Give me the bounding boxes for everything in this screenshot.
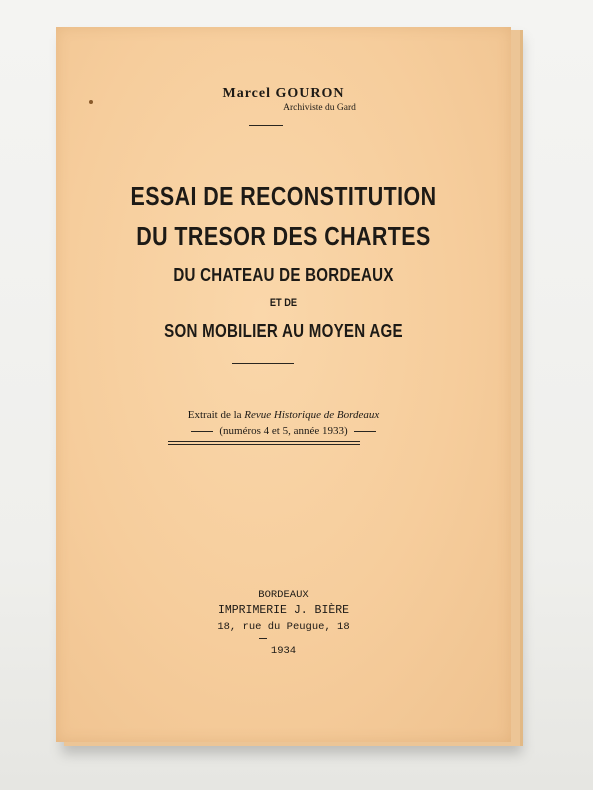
year-divider [259, 638, 267, 639]
journal-name: Revue Historique de Bordeaux [244, 409, 380, 421]
double-rule-top [168, 441, 360, 442]
title-line-3: DU CHATEAU DE BORDEAUX [173, 265, 394, 285]
issue-info: (numéros 4 et 5, année 1933) [219, 425, 348, 437]
extract-note [56, 409, 511, 421]
extract-prefix: Extrait de la [187, 409, 245, 421]
title-line-1: ESSAI DE RECONSTITUTION [130, 183, 437, 211]
right-dash [354, 431, 376, 432]
booklet-cover [56, 27, 511, 742]
issue-info-line [56, 425, 511, 437]
title-divider [232, 363, 294, 364]
printer-name: IMPRIMERIE J. BIÈRE [217, 604, 350, 617]
title-line-2: DU TRESOR DES CHARTES [136, 223, 431, 251]
author-divider [249, 125, 283, 126]
printer-address: 18, rue du Peugue, 18 [217, 621, 350, 633]
publication-city: BORDEAUX [258, 589, 309, 601]
title-line-5: SON MOBILIER AU MOYEN AGE [164, 321, 403, 341]
author-role: Archiviste du Gard [283, 103, 356, 113]
double-rule-bottom [168, 444, 360, 445]
left-dash [191, 431, 213, 432]
author-name: Marcel GOURON [222, 86, 345, 101]
publication-year: 1934 [270, 645, 297, 657]
title-line-4: ET DE [269, 297, 298, 309]
